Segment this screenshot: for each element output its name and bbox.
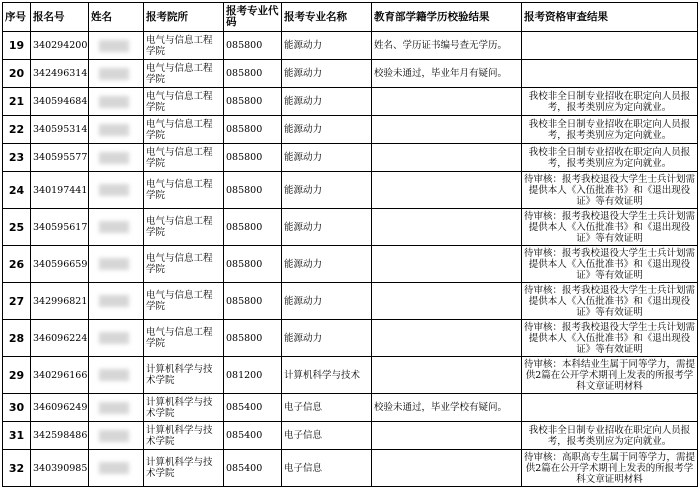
redacted-name	[99, 152, 129, 164]
name-cell	[89, 116, 144, 144]
table-row	[3, 357, 698, 394]
table-row	[3, 88, 698, 116]
row-index: 30	[3, 394, 31, 422]
major-code: 085800	[224, 246, 282, 283]
reg-no: 340595314	[31, 116, 89, 144]
school: 电气与信息工程学院	[144, 172, 224, 209]
review-result: 待审核：高职高专生属于同等学力，需提供2篇在公开学术期刊上发表的所报考学科文章证明材料	[522, 450, 698, 487]
reg-no: 340595617	[31, 209, 89, 246]
major-name: 能源动力	[282, 283, 372, 320]
row-index: 20	[3, 60, 31, 88]
reg-no: 342996821	[31, 283, 89, 320]
major-name: 能源动力	[282, 116, 372, 144]
row-index: 27	[3, 283, 31, 320]
reg-no: 340596659	[31, 246, 89, 283]
major-code: 085400	[224, 422, 282, 450]
row-index: 26	[3, 246, 31, 283]
verify-result	[372, 357, 522, 394]
major-name: 能源动力	[282, 172, 372, 209]
reg-no: 342598486	[31, 422, 89, 450]
major-code: 085800	[224, 209, 282, 246]
table-row	[3, 60, 698, 88]
reg-no: 340390985	[31, 450, 89, 487]
col-header-major-name: 报考专业名称	[282, 3, 372, 32]
table-row	[3, 144, 698, 172]
review-result: 我校非全日制专业招收在职定向人员报考，报考类别应为定向就业。	[522, 88, 698, 116]
verify-result: 校验未通过，毕业学校有疑问。	[372, 394, 522, 422]
review-result: 待审核：报考我校退役大学生士兵计划需提供本人《入伍批准书》和《退出现役证》等有效证明	[522, 320, 698, 357]
col-header-verify-result: 教育部学籍学历校验结果	[372, 3, 522, 32]
major-code: 085800	[224, 320, 282, 357]
major-name: 电子信息	[282, 394, 372, 422]
name-cell	[89, 32, 144, 60]
major-name: 能源动力	[282, 144, 372, 172]
school: 电气与信息工程学院	[144, 209, 224, 246]
table-row	[3, 116, 698, 144]
name-cell	[89, 209, 144, 246]
verify-result: 姓名、学历证书编号查无学历。	[372, 32, 522, 60]
major-code: 081200	[224, 357, 282, 394]
name-cell	[89, 357, 144, 394]
review-result	[522, 32, 698, 60]
col-header-school: 报考院所	[144, 3, 224, 32]
col-header-reg-no: 报名号	[31, 3, 89, 32]
row-index: 21	[3, 88, 31, 116]
row-index: 24	[3, 172, 31, 209]
school: 电气与信息工程学院	[144, 88, 224, 116]
redacted-name	[99, 68, 129, 80]
school: 电气与信息工程学院	[144, 320, 224, 357]
major-name: 计算机科学与技术	[282, 357, 372, 394]
header-row	[3, 3, 698, 32]
row-index: 31	[3, 422, 31, 450]
verify-result	[372, 116, 522, 144]
verify-result	[372, 422, 522, 450]
major-code: 085800	[224, 32, 282, 60]
row-index: 28	[3, 320, 31, 357]
name-cell	[89, 422, 144, 450]
verify-result: 校验未通过，毕业年月有疑问。	[372, 60, 522, 88]
reg-no: 346096224	[31, 320, 89, 357]
table-row	[3, 320, 698, 357]
col-header-major-code: 报考专业代码	[224, 3, 282, 32]
name-cell	[89, 246, 144, 283]
table-row	[3, 209, 698, 246]
table-row	[3, 172, 698, 209]
reg-no: 340594684	[31, 88, 89, 116]
school: 计算机科学与技术学院	[144, 422, 224, 450]
major-code: 085800	[224, 60, 282, 88]
school: 电气与信息工程学院	[144, 283, 224, 320]
table-row	[3, 450, 698, 487]
row-index: 29	[3, 357, 31, 394]
redacted-name	[99, 369, 129, 381]
major-name: 能源动力	[282, 246, 372, 283]
school: 电气与信息工程学院	[144, 246, 224, 283]
redacted-name	[99, 332, 129, 344]
school: 电气与信息工程学院	[144, 144, 224, 172]
row-index: 19	[3, 32, 31, 60]
row-index: 25	[3, 209, 31, 246]
review-result: 待审核：报考我校退役大学生士兵计划需提供本人《入伍批准书》和《退出现役证》等有效证明	[522, 172, 698, 209]
col-header-index: 序号	[3, 3, 31, 32]
table-row	[3, 283, 698, 320]
name-cell	[89, 88, 144, 116]
review-result: 我校非全日制专业招收在职定向人员报考，报考类别应为定向就业。	[522, 144, 698, 172]
major-name: 能源动力	[282, 60, 372, 88]
redacted-name	[99, 40, 129, 52]
redacted-name	[99, 430, 129, 442]
school: 计算机科学与技术学院	[144, 357, 224, 394]
reg-no: 340197441	[31, 172, 89, 209]
major-name: 能源动力	[282, 320, 372, 357]
redacted-name	[99, 124, 129, 136]
review-result: 我校非全日制专业招收在职定向人员报考，报考类别应为定向就业。	[522, 422, 698, 450]
major-code: 085800	[224, 172, 282, 209]
review-result: 待审核：本科结业生属于同等学力，需提供2篇在公开学术期刊上发表的所报考学科文章证明材料	[522, 357, 698, 394]
reg-no: 342496314	[31, 60, 89, 88]
name-cell	[89, 60, 144, 88]
major-name: 能源动力	[282, 209, 372, 246]
school: 电气与信息工程学院	[144, 116, 224, 144]
verify-result	[372, 320, 522, 357]
row-index: 32	[3, 450, 31, 487]
major-name: 电子信息	[282, 450, 372, 487]
reg-no: 340294200	[31, 32, 89, 60]
review-result: 待审核：报考我校退役大学生士兵计划需提供本人《入伍批准书》和《退出现役证》等有效证明	[522, 246, 698, 283]
reg-no: 340296166	[31, 357, 89, 394]
col-header-review-result: 报考资格审查结果	[522, 3, 698, 32]
table-row	[3, 32, 698, 60]
verify-result	[372, 283, 522, 320]
school: 计算机科学与技术学院	[144, 450, 224, 487]
name-cell	[89, 283, 144, 320]
major-code: 085400	[224, 450, 282, 487]
verify-result	[372, 209, 522, 246]
table-row	[3, 394, 698, 422]
school: 计算机科学与技术学院	[144, 394, 224, 422]
redacted-name	[99, 462, 129, 474]
review-result	[522, 60, 698, 88]
verify-result	[372, 246, 522, 283]
table-row	[3, 422, 698, 450]
row-index: 23	[3, 144, 31, 172]
review-result: 待审核：报考我校退役大学生士兵计划需提供本人《入伍批准书》和《退出现役证》等有效证明	[522, 283, 698, 320]
col-header-name: 姓名	[89, 3, 144, 32]
redacted-name	[99, 184, 129, 196]
redacted-name	[99, 295, 129, 307]
verify-result	[372, 172, 522, 209]
verify-result	[372, 88, 522, 116]
verify-result	[372, 450, 522, 487]
redacted-name	[99, 96, 129, 108]
reg-no: 346096249	[31, 394, 89, 422]
school: 电气与信息工程学院	[144, 32, 224, 60]
major-name: 电子信息	[282, 422, 372, 450]
redacted-name	[99, 258, 129, 270]
name-cell	[89, 144, 144, 172]
school: 电气与信息工程学院	[144, 60, 224, 88]
verify-result	[372, 144, 522, 172]
name-cell	[89, 450, 144, 487]
review-results-table	[2, 2, 698, 487]
table-row	[3, 246, 698, 283]
name-cell	[89, 394, 144, 422]
major-code: 085800	[224, 88, 282, 116]
redacted-name	[99, 402, 129, 414]
row-index: 22	[3, 116, 31, 144]
major-code: 085800	[224, 283, 282, 320]
major-code: 085800	[224, 144, 282, 172]
reg-no: 340595577	[31, 144, 89, 172]
review-result	[522, 394, 698, 422]
name-cell	[89, 320, 144, 357]
major-code: 085800	[224, 116, 282, 144]
redacted-name	[99, 221, 129, 233]
major-name: 能源动力	[282, 88, 372, 116]
major-name: 能源动力	[282, 32, 372, 60]
major-code: 085400	[224, 394, 282, 422]
review-result: 我校非全日制专业招收在职定向人员报考，报考类别应为定向就业。	[522, 116, 698, 144]
review-result: 待审核：报考我校退役大学生士兵计划需提供本人《入伍批准书》和《退出现役证》等有效证明	[522, 209, 698, 246]
name-cell	[89, 172, 144, 209]
